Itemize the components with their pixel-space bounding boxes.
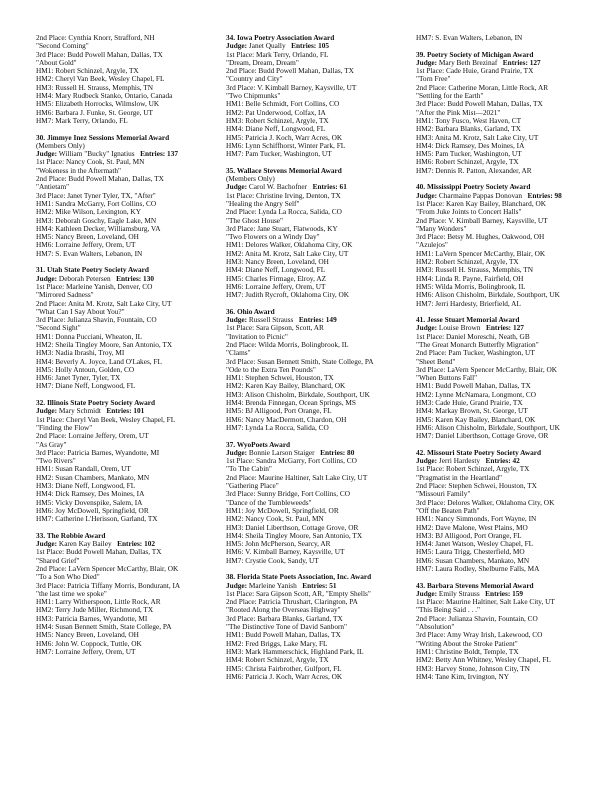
entries-count: 61 [339,182,347,192]
award-block [36,532,224,656]
result-line: HM4: Robert Schinzel, Argyle, TX [226,655,329,665]
result-line: HM1: Nancy Simmonds, Fort Wayne, IN [416,514,537,524]
result-line: HM3: Russell H. Strauss, Memphis, TN [36,82,154,92]
entries-label: Entries: [106,406,132,416]
result-line: 2nd Place: Maurine Haltiner, Salt Lake City, UT [226,472,368,482]
entries-count: 42 [512,456,520,466]
judge-label: Judge: [36,406,58,416]
result-line: HM4: Janet Watson, Wesley Chapel, FL [416,539,534,549]
result-line: HM3: Russell H. Strauss, Memphis, TN [416,265,534,275]
judge-name: Deborah Petersen [58,273,111,283]
result-line: 3rd Place: Barbara Blanks, Garland, TX [226,613,343,623]
result-line: "From Juke Joints to Concert Halls" [416,207,522,217]
judge-name: Louise Brown [438,323,481,333]
result-line: HM3: Nadia Ibrashi, Troy, MI [36,348,125,358]
column-3 [416,34,604,689]
result-line: HM7: S. Evan Walters, Lebanon, IN [416,33,523,42]
result-line: HM2: Terry Jude Miller, Richmond, TX [36,605,154,615]
result-line: HM6: Robert Schinzel, Argyle, TX [416,157,519,167]
result-line: 3rd Place: Janet Tyner Tyler, TX, "After" [36,190,156,200]
entries-label: Entries: [502,57,528,67]
entries-label: Entries: [485,456,511,466]
award-title: 31. Utah State Poetry Society Award [36,265,149,275]
entries-label: Entries: [485,588,511,598]
result-line: HM7: Crystie Cook, Sandy, UT [226,555,319,565]
entries-label: Entries: [527,190,553,200]
column-2 [226,34,414,689]
result-line: HM4: Mary Rudbeck Stanko, Ontario, Canada [36,91,173,101]
result-line: HM1: Donna Pucciani, Wheaton, IL [36,331,143,341]
result-line: HM4: Dick Ramsey, Des Moines, IA [36,489,145,499]
result-line: "Many Wonders" [416,223,467,233]
entries-label: Entries: [291,41,317,51]
result-line: HM5: Elizabeth Horrocks, Wilmslow, UK [36,99,160,109]
entries-label: Entries: [302,580,328,590]
result-line: 2nd Place: Wilda Morris, Bolingbrook, IL [226,339,349,349]
result-line: 3rd Place: Jane Stuart, Flatwoods, KY [226,223,338,233]
result-line: "Rooted Along the Overseas Highway" [226,605,341,615]
result-line: 2nd Place: Julianza Shavin, Fountain, CO [416,613,538,623]
result-line: HM1: Tony Fusco, West Haven, CT [416,115,522,125]
result-line: 1st Place: Sandra McGarry, Fort Collins, CO [226,456,357,466]
result-line: HM2: Betty Ann Whitney, Wesley Chapel, FL [416,655,551,665]
result-line: 1st Place: Maurine Haltiner, Salt Lake City, UT [416,597,555,607]
result-line: "Ode to the Extra Ten Pounds" [226,364,316,374]
result-line: "Azulejos" [416,240,448,250]
result-line: 2nd Place: Anita M. Krotz, Salt Lake City, UT [36,298,172,308]
result-line: "Pragmatist in the Heartland" [416,472,502,482]
result-line: 3rd Place: Julianza Shavin, Fountain, CO [36,315,157,325]
result-line: HM5: Nancy Breen, Loveland, OH [36,630,139,640]
result-line: 3rd Place: Amy Wray Irish, Lakewood, CO [416,630,543,640]
result-line: 2nd Place: Budd Powell Mahan, Dallas, TX [36,174,164,184]
result-line: "Writing About the Stroke Patient" [416,638,518,648]
judge-label: Judge: [416,456,438,466]
result-line: "Off the Beaten Path" [416,505,480,515]
result-line: 2nd Place: Patricia Thrushart, Clarington, PA [226,597,358,607]
result-line: HM6: Patricia J. Koch, Warr Acres, OK [226,671,343,681]
entries-count: 80 [347,447,355,457]
award-title: 34. Iowa Poetry Association Award [226,33,335,42]
result-line: HM2: Sheila Tingley Moore, San Antonio, TX [36,339,173,349]
result-line: HM6: Nancy MacDermott, Chardon, OH [226,414,347,424]
award-block [36,34,224,125]
result-line: "To a Son Who Died" [36,572,100,582]
result-line: HM3: Harvey Stone, Johnson City, TN [416,663,530,673]
result-line: HM7: Lynda La Rocca, Salida, CO [226,422,329,432]
result-line: HM3: Diane Neff, Longwood, FL [36,481,136,491]
award-block [226,34,414,158]
result-line: "Shared Grief" [36,555,80,565]
entries-count: 130 [143,273,154,283]
result-line: "Dance of the Tumbleweeds" [226,497,312,507]
result-line: HM2: Dave Malone, West Plains, MO [416,522,528,532]
result-line: HM4: Susan Bennett Smith, State College, PA [36,622,172,632]
result-line: HM3: Patricia Barnes, Wyandotte, MI [36,613,148,623]
result-line: "Two Rivers" [36,456,76,466]
judge-name: Charmaine Pappas Donovan [438,190,523,200]
judge-label: Judge: [36,149,58,159]
judge-label: Judge: [416,190,438,200]
award-block [226,441,414,565]
result-line: HM2: Susan Chambers, Mankato, MN [36,472,150,482]
entries-label: Entries: [485,323,512,333]
result-line: HM7: Lorraine Jeffery, Orem, UT [36,646,136,656]
result-line: 3rd Place: Susan Bennett Smith, State College, PA [226,356,374,366]
entries-count: 137 [167,149,178,159]
result-line: HM2: Lynne McNamara, Longmont, CO [416,389,536,399]
result-line: HM3: Cade Huie, Grand Prairie, TX [416,398,523,408]
result-line: 3rd Place: Delores Walker, Oklahoma City, OK [416,497,555,507]
result-line: HM7: Daniel Liberthson, Cottage Grove, OR [416,431,549,441]
result-line: HM5: Nancy Breen, Loveland, OH [36,232,139,242]
award-block [36,399,224,523]
result-line: HM5: Pam Tucker, Washington, UT [416,149,522,159]
result-line: 1st Place: Karen Kay Bailey, Blanchard, OK [416,198,547,208]
result-line: HM3: BJ Alligood, Port Orange, FL [416,530,522,540]
judge-label: Judge: [36,273,58,283]
result-line: HM1: LaVern Spencer McCarthy, Blair, OK [416,248,546,258]
result-line: "Finding the Flow" [36,422,93,432]
result-line: HM6: Alison Chisholm, Birkdale, Southport, UK [416,422,560,432]
judge-name: Jerri Hardesty [438,456,481,466]
award-block [416,449,604,573]
result-line: 1st Place: Cade Huie, Grand Prairie, TX [416,66,534,76]
result-line: "Healing the Angry Self" [226,198,300,208]
result-line: HM3: Anita M. Krotz, Salt Lake City, UT [416,132,539,142]
result-line: HM1: Delores Walker, Oklahoma City, OK [226,240,353,250]
award-title: 39. Poetry Society of Michigan Award [416,49,534,59]
result-line: HM5: Holly Antoun, Golden, CO [36,364,135,374]
result-line: HM1: Christine Boldt, Temple, TX [416,646,519,656]
award-block [226,167,414,300]
result-line: HM1: Susan Randall, Orem, UT [36,464,131,474]
entries-label: Entries: [320,447,346,457]
result-line: 3rd Place: V. Kimball Barney, Kaysville, UT [226,82,357,92]
result-line: HM7: Diane Neff, Longwood, FL [36,381,136,391]
entries-count: 105 [318,41,330,51]
result-line: 2nd Place: Budd Powell Mahan, Dallas, TX [226,66,354,76]
award-block [416,582,604,682]
result-line: HM2: Anita M. Krotz, Salt Lake City, UT [226,248,349,258]
judge-name: Bonnie Larson Staiger [248,447,315,457]
result-line: HM2: Robert Schinzel, Argyle, TX [416,257,519,267]
entries-label: Entries: [140,149,166,159]
award-block [416,34,604,42]
result-line: 2nd Place: Lynda La Rocca, Salida, CO [226,207,342,217]
judge-name: Carol W. Bachofner [248,182,308,192]
result-line: 1st Place: Mark Terry, Orlando, FL [226,49,329,59]
result-line: 3rd Place: Budd Powell Mahan, Dallas, TX [36,49,163,59]
award-title: 35. Wallace Stevens Memorial Award [226,165,342,175]
award-block [36,266,224,390]
entries-count: 101 [133,406,145,416]
judge-name: Mary Beth Brezinaf [438,57,498,67]
result-line: "Two Chipmunks" [226,91,281,101]
result-line: HM6: John W. Coppock, Tuttle, OK [36,638,142,648]
result-line: HM1: Belle Schmidt, Fort Collins, CO [226,99,340,109]
award-title: 33. The Robbie Award [36,530,106,540]
result-line: HM6: Lorraine Jeffery, Orem, UT [36,240,136,250]
result-line: HM6: Lynn Schiffhorst, Winter Park, FL [226,140,346,150]
result-line: HM5: Christa Fairbrother, Gulfport, FL [226,663,342,673]
award-title: 43. Barbara Stevens Memorial Award [416,580,534,590]
result-line: "Antietam" [36,182,70,192]
judge-name: Marleine Yanish [248,580,297,590]
result-line: HM1: Budd Powell Mahan, Dallas, TX [416,381,531,391]
result-line: 3rd Place: Sunny Bridge, Fort Collins, CO [226,489,351,499]
result-line: HM6: Barbara J. Funke, St. George, UT [36,107,154,117]
result-line: HM6: Joy McDowell, Springfield, OR [36,505,149,515]
judge-label: Judge: [226,182,248,192]
result-line: HM5: Laura Trigg, Chesterfield, MO [416,547,525,557]
judge-label: Judge: [226,315,248,325]
result-line: HM6: Janet Tyner, Tyler, TX [36,373,121,383]
entries-count: 149 [325,315,337,325]
judge-label: Judge: [226,580,248,590]
result-line: HM2: Mike Wilson, Lexington, KY [36,207,141,217]
result-line: HM7: Mark Terry, Orlando, FL [36,115,128,125]
judge-label: Judge: [226,447,248,457]
result-line: HM4: Tane Kim, Irvington, NY [416,671,509,681]
result-line: HM3: Deborah Goschy, Eagle Lake, MN [36,215,157,225]
result-line: 2nd Place: Stephen Schwei, Houston, TX [416,481,537,491]
result-line: "Torn Free" [416,74,451,84]
judge-label: Judge: [36,539,58,549]
award-title: 30. Jimmye Inez Sessions Memorial Award [36,132,170,142]
judge-name: William "Bucky" Ignatius [58,149,135,159]
entries-label: Entries: [116,273,142,283]
result-line: HM7: Laura Rodley, Shelburne Falls, MA [416,564,540,573]
result-line: HM4: Beverly A. Joyce, Land O'Lakes, FL [36,356,162,366]
result-line: HM4: Diane Neff, Longwood, FL [226,265,326,275]
award-title: 37. WyoPoets Award [226,439,291,449]
award-title: 36. Ohio Award [226,306,275,316]
result-line: "When Buttons Fall" [416,373,478,383]
result-line: HM7: Dennis R. Patton, Alexander, AR [416,165,532,175]
result-line: HM6: Susan Chambers, Mankato, MN [416,555,530,565]
result-line: "The Ghost House" [226,215,284,225]
result-line: 1st Place: Nancy Cook, St. Paul, MN [36,157,145,167]
result-line: HM1: Stephen Schwei, Houston, TX [226,373,334,383]
result-line: HM4: Dick Ramsey, Des Moines, IA [416,140,525,150]
judge-name: Russell Strauss [248,315,294,325]
result-line: 1st Place: Daniel Moreschi, Neath, GB [416,331,530,341]
result-line: "Sheet Bend" [416,356,456,366]
result-line: "Two Flowers on a Windy Day" [226,232,320,242]
judge-name: Mary Schmidt [58,406,101,416]
result-line: HM2: Karen Kay Bailey, Blanchard, OK [226,381,346,391]
result-line: HM1: Sandra McGarry, Fort Collins, CO [36,198,157,208]
result-line: HM3: Mark Hammerschick, Highland Park, IL [226,646,364,656]
entries-count: 51 [329,580,337,590]
result-line: 3rd Place: LaVern Spencer McCarthy, Blair, OK [416,364,558,374]
result-line: 1st Place: Sara Gipson Scott, AR, "Empty Shells" [226,588,371,598]
result-line: HM2: Nancy Cook, St. Paul, MN [226,514,324,524]
result-line: HM2: Barbara Blanks, Garland, TX [416,124,521,134]
result-line: 2nd Place: Lorraine Jeffery, Orem, UT [36,431,149,441]
result-line: HM4: Linda R. Payne, Fairfield, OH [416,273,524,283]
result-line: "Invitation to Picnic" [226,331,288,341]
judge-label: Judge: [416,57,438,67]
result-line: HM6: Lorraine Jeffery, Orem, UT [226,281,326,291]
result-line: HM5: Patricia J. Koch, Warr Acres, OK [226,132,343,142]
result-line: HM1: Budd Powell Mahan, Dallas, TX [226,630,341,640]
judge-label: Judge: [416,323,438,333]
result-line: 3rd Place: Patricia Tiffany Morris, Bondurant, IA [36,580,181,590]
result-line: "Second Coming" [36,41,89,51]
result-line: HM4: Markay Brown, St. George, UT [416,406,528,416]
result-line: "Absolution" [416,622,455,632]
entries-label: Entries: [298,315,324,325]
result-line: 3rd Place: Patricia Barnes, Wyandotte, MI [36,447,160,457]
result-line: 1st Place: Budd Powell Mahan, Dallas, TX [36,547,162,557]
award-title: 42. Missouri State Poetry Society Award [416,447,542,457]
result-line: HM4: Sheila Tingley Moore, San Antonio, TX [226,530,363,540]
award-block [416,316,604,440]
result-line: 2nd Place: V. Kimball Barney, Kaysville, UT [416,215,548,225]
result-line: 1st Place: Cheryl Van Beek, Wesley Chapel, FL [36,414,176,424]
result-line: HM5: Vicky Dovenspike, Salem, IA [36,497,143,507]
result-line: 1st Place: Christine Irving, Denton, TX [226,190,341,200]
result-line: HM4: Kathleen Decker, Williamsburg, VA [36,223,161,233]
result-line: "To The Cabin" [226,464,272,474]
result-line: HM6: Alison Chisholm, Birkdale, Southport, UK [416,290,560,300]
result-line: 3rd Place: Budd Powell Mahan, Dallas, TX [416,99,543,109]
award-note: (Members Only) [36,140,85,150]
entries-label: Entries: [312,182,338,192]
award-block [226,308,414,432]
result-line: "Country and City" [226,74,283,84]
award-title: 32. Illinois State Poetry Society Award [36,398,156,408]
result-line: HM3: Nancy Breen, Loveland, OH [226,257,329,267]
result-line: 1st Place: Marleine Yanish, Denver, CO [36,281,153,291]
result-line: 2nd Place: LaVern Spencer McCarthy, Blair, OK [36,564,179,573]
result-line: HM5: Charles Firmage, Elroy, AZ [226,273,327,283]
entries-count: 102 [144,539,156,549]
entries-count: 98 [554,190,562,200]
result-line: HM5: Wilda Morris, Bolingbrook, IL [416,281,526,291]
result-line: "Clams" [226,348,251,358]
result-line: HM7: Pam Tucker, Washington, UT [226,149,332,159]
result-line: 2nd Place: Pam Tucker, Washington, UT [416,348,535,358]
result-line: "This Being Said . . ." [416,605,480,615]
judge-label: Judge: [226,41,248,51]
judge-name: Janet Qually [248,41,286,51]
result-line: HM7: Catherine L'Herisson, Garland, TX [36,514,158,524]
judge-name: Emily Strauss [438,588,480,598]
result-line: "Gathering Place" [226,481,279,491]
judge-label: Judge: [416,588,438,598]
result-line: "About Gold" [36,57,77,67]
award-note: (Members Only) [226,174,275,184]
result-line: "As Gray" [36,439,67,449]
result-line: HM3: Daniel Liberthson, Cottage Grove, OR [226,522,359,532]
result-line: HM5: BJ Alligood, Port Orange, FL [226,406,332,416]
result-line: HM6: V. Kimball Barney, Kaysville, UT [226,547,345,557]
result-line: "What Can I Say About You?" [36,306,125,316]
result-line: 1st Place: Robert Schinzel, Argyle, TX [416,464,530,474]
award-title: 40. Mississippi Poetry Society Award [416,182,531,192]
column-1 [36,34,224,665]
result-line: "the last time we spoke" [36,588,107,598]
award-title: 41. Jesse Stuart Memorial Award [416,315,520,325]
result-line: HM1: Larry Witherspoon, Little Rock, AR [36,597,161,607]
result-line: "Wokeness in the Aftermath" [36,165,122,175]
result-line: HM5: Karen Kay Bailey, Blanchard, OK [416,414,536,424]
result-line: "Settling for the Earth" [416,91,484,101]
result-line: HM7: Jerri Hardesty, Brierfield, AL [416,298,521,308]
result-line: HM7: Judith Rycroft, Oklahoma City, OK [226,290,350,300]
result-line: HM2: Cheryl Van Beek, Wesley Chapel, FL [36,74,165,84]
result-line: HM3: Alison Chisholm, Birkdale, Southport, UK [226,389,370,399]
award-block [36,134,224,258]
judge-name: Karen Kay Bailey [58,539,112,549]
result-line: 3rd Place: Betsy M. Hughes, Oakwood, OH [416,232,545,242]
award-block [226,573,414,681]
award-block [416,51,604,175]
entries-label: Entries: [117,539,143,549]
result-line: "The Distinctive Tone of David Sanborn" [226,622,348,632]
entries-count: 127 [529,57,541,67]
result-line: 1st Place: Sara Gipson, Scott, AR [226,323,324,333]
result-line: "The Great Monarch Butterfly Migration" [416,339,539,349]
result-line: HM2: Pat Underwood, Colfax, IA [226,107,326,117]
result-line: HM4: Diane Neff, Longwood, FL [226,124,326,134]
result-line: HM7: S. Evan Walters, Lebanon, IN [36,248,143,258]
result-line: HM2: Fred Briggs, Lake Mary, FL [226,638,328,648]
result-line: "Mirrored Sadness" [36,290,94,300]
result-line: 2nd Place: Catherine Moran, Little Rock, AR [416,82,549,92]
award-title: 38. Florida State Poets Association, Inc. Award [226,572,372,582]
award-block [416,183,604,307]
entries-count: 127 [512,323,524,333]
result-line: "Second Sight" [36,323,81,333]
result-line: HM3: Robert Schinzel, Argyle, TX [226,115,329,125]
result-line: HM1: Joy McDowell, Springfield, OR [226,505,339,515]
result-line: "Missouri Family" [416,489,471,499]
result-line: HM4: Brenda Finnegan, Ocean Springs, MS [226,398,356,408]
result-line: HM1: Robert Schinzel, Argyle, TX [36,66,139,76]
result-line: "After the Pink Mist—2021" [416,107,501,117]
result-line: HM5: John McPherson, Searcy, AR [226,539,331,549]
entries-count: 159 [512,588,524,598]
result-line: "Dream, Dream, Dream" [226,57,299,67]
result-line: 2nd Place: Cynthia Knorr, Strafford, NH [36,33,155,42]
